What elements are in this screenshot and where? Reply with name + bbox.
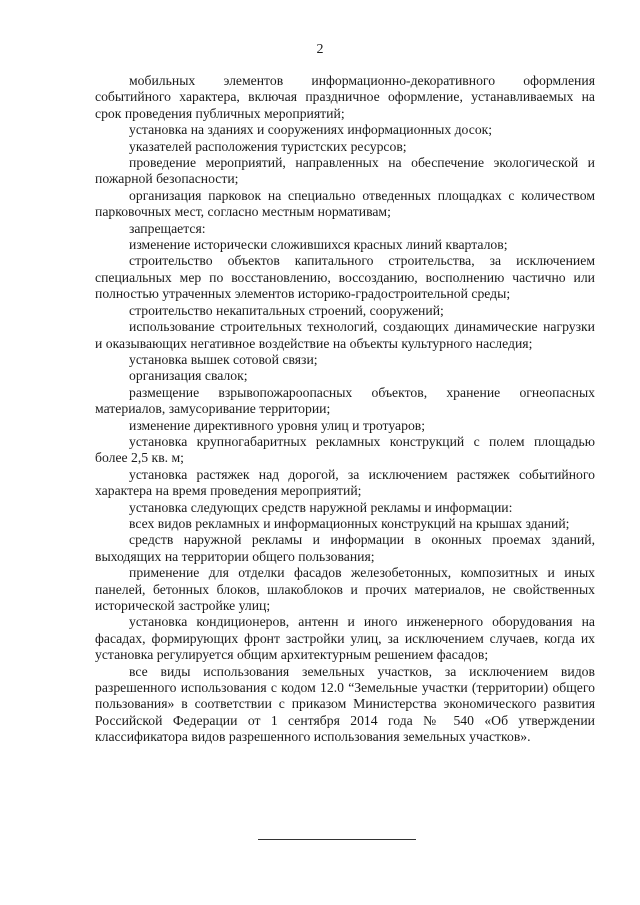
paragraph: организация парковок на специально отведенных площадках с количеством парковочных мест, согласно местным нормативам; <box>95 187 595 220</box>
paragraph: установка кондиционеров, антенн и иного инженерного оборудования на фасадах, формирующих фронт застройки улиц, за исключением случаев, когда их установка регулируется общим архитектурным решением фасадов; <box>95 614 595 663</box>
paragraph: установка крупногабаритных рекламных конструкций с полем площадью более 2,5 кв. м; <box>95 433 595 466</box>
paragraph: применение для отделки фасадов железобетонных, композитных и иных панелей, бетонных блоков, шлакоблоков и прочих материалов, не свойственных исторической застройке улиц; <box>95 565 595 613</box>
end-divider <box>258 839 416 840</box>
paragraph: всех видов рекламных и информационных конструкций на крышах зданий; <box>129 515 570 531</box>
paragraph: изменение директивного уровня улиц и тротуаров; <box>129 417 426 433</box>
document-body <box>95 73 595 746</box>
paragraph: мобильных элементов информационно-декоративного оформления событийного характера, включая праздничное оформление, устанавливаемых на срок проведения публичных мероприятий; <box>95 73 595 121</box>
paragraph: установка вышек сотовой связи; <box>129 351 318 367</box>
paragraph: строительство некапитальных строений, сооружений; <box>129 302 444 318</box>
paragraph: указателей расположения туристских ресурсов; <box>129 138 407 154</box>
paragraph: изменение исторически сложившихся красных линий кварталов; <box>129 237 508 253</box>
paragraph: размещение взрывопожароопасных объектов, хранение огнеопасных материалов, замусоривание территории; <box>95 384 595 417</box>
paragraph: все виды использования земельных участков, за исключением видов разрешенного использования с кодом 12.0 “Земельные участки (территории) общего пользования» в соответствии с приказом Министерства экономического развития Российской Федерации от 1 сентября 2014 года № 540 «Об утверждении классификатора видов разрешенного использования земельных участков». <box>95 663 595 745</box>
paragraph: строительство объектов капитального строительства, за исключением специальных мер по восстановлению, воссозданию, восполнению частично или полностью утраченных элементов историко-градостроительной среды; <box>95 253 595 302</box>
paragraph: установка растяжек над дорогой, за исключением растяжек событийного характера на время проведения мероприятий; <box>95 466 595 499</box>
paragraph: установка на зданиях и сооружениях информационных досок; <box>129 122 493 138</box>
paragraph: проведение мероприятий, направленных на обеспечение экологической и пожарной безопасности; <box>95 155 595 187</box>
paragraph: запрещается: <box>129 220 206 236</box>
paragraph: использование строительных технологий, создающих динамические нагрузки и оказывающих негативное воздействие на объекты культурного наследия; <box>95 319 595 351</box>
paragraph: установка следующих средств наружной рекламы и информации: <box>129 499 513 515</box>
page-number: 2 <box>316 42 324 57</box>
paragraph: организация свалок; <box>129 368 248 384</box>
paragraph: средств наружной рекламы и информации в оконных проемах зданий, выходящих на территории общего пользования; <box>95 532 595 564</box>
